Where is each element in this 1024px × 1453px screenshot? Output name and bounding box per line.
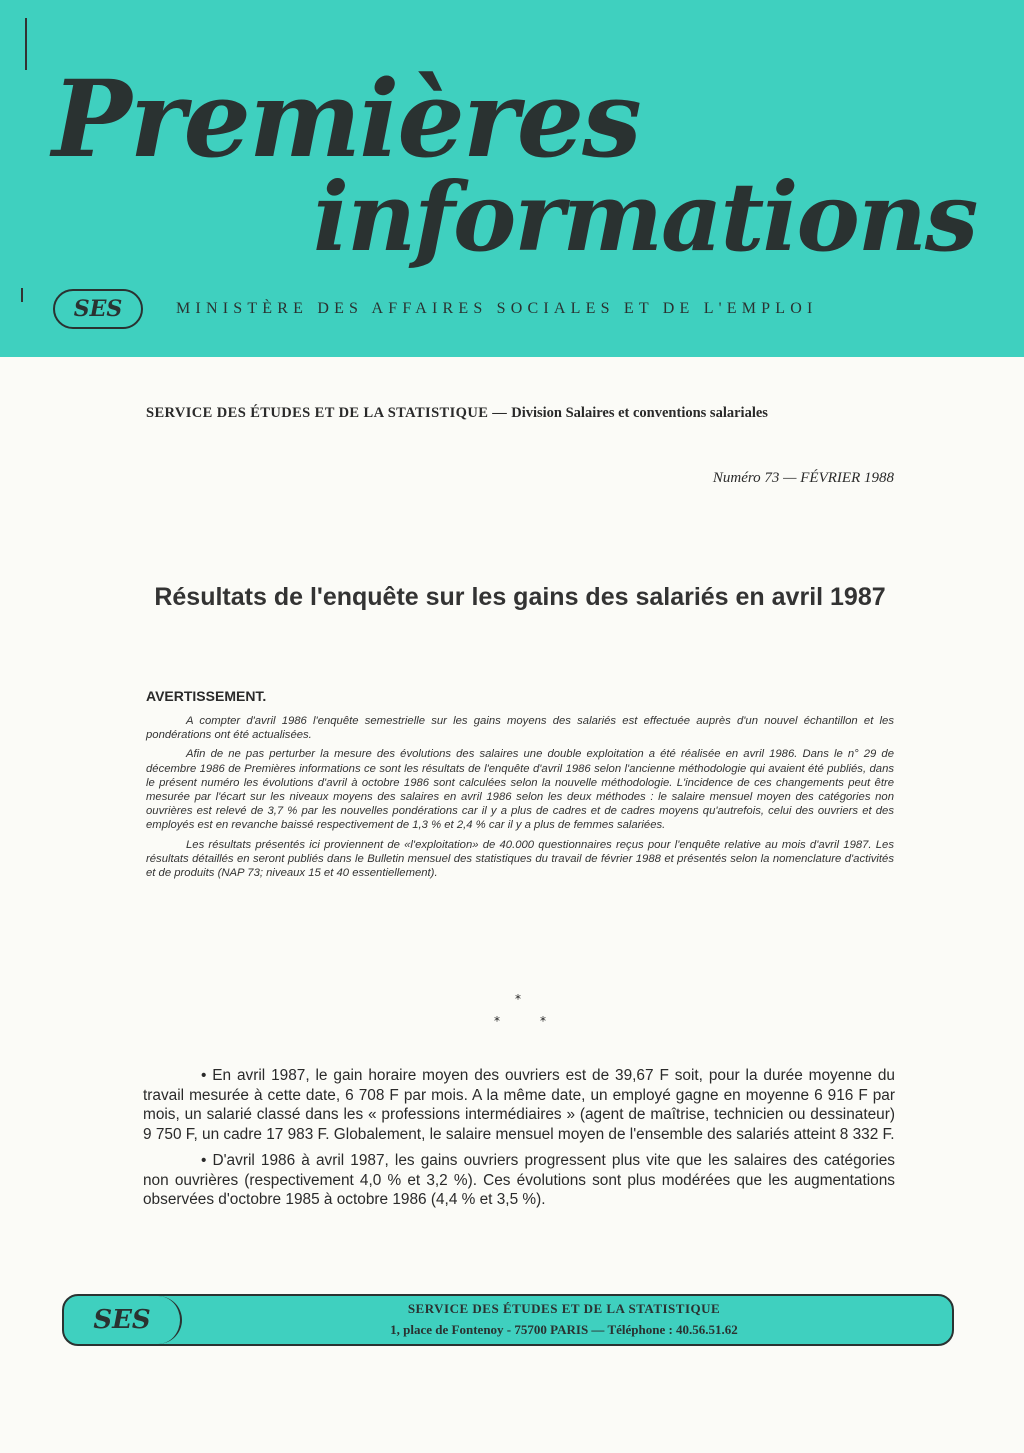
footer-banner [62,1294,954,1346]
ses-logo: SES [53,289,143,329]
notice-heading: AVERTISSEMENT. [146,688,267,704]
notice-paragraph: A compter d'avril 1986 l'enquête semestrielle sur les gains moyens des salariés est effectuée auprès d'un nouvel échantillon et les pondérations ont été actualisées. [146,715,894,742]
asterism-separator [490,992,550,1032]
star-left: * [494,1014,500,1028]
ministry-name: MINISTÈRE DES AFFAIRES SOCIALES ET DE L'EMPLOI [176,300,818,317]
masthead-title-premieres: Premières [52,56,640,181]
notice-body [146,714,894,885]
finding-paragraph: • D'avril 1986 à avril 1987, les gains ouvriers progressent plus vite que les salaires des catégories non ouvrières (respectivement 4,0 % et 3,2 %). Ces évolutions sont plus modérées que les augmentations observées d'octobre 1985 à octobre 1986 (4,4 % et 3,5 %). [143,1152,895,1208]
footer-address: 1, place de Fontenoy - 75700 PARIS — Téléphone : 40.56.51.62 [390,1322,738,1337]
footer-service-name: SERVICE DES ÉTUDES ET DE LA STATISTIQUE [407,1301,721,1316]
ses-logo: SES [64,1296,182,1344]
star-top: * [515,992,521,1006]
division-name: Division Salaires et conventions salariales [511,405,768,421]
star-right: * [540,1014,546,1028]
finding-paragraph: • En avril 1987, le gain horaire moyen des ouvriers est de 39,67 F soit, pour la durée moyenne du travail mesurée à cette date, 6 708 F par mois. A la même date, un employé gagne en moyenne 6 916 F par mois, un salarié classé dans les « professions intermédiaires » (agent de maîtrise, technicien ou dessinateur) 9 750 F, un cadre 17 983 F. Globalement, le salaire mensuel moyen de l'ensemble des salariés atteint 8 332 F. [143,1067,895,1143]
masthead-title-informations: informations [313,162,977,273]
margin-mark [25,18,27,70]
notice-paragraph: Afin de ne pas perturber la mesure des évolutions des salaires une double exploitation a été réalisée en avril 1986. Dans le n° 29 de décembre 1986 de Premières informations ce sont les résultats de l'enquête d'avril 1986 selon l'ancienne méthodologie qui avaient été publiés, dans le présent numéro les évolutions d'avril à octobre 1986 sont calculées selon la nouvelle méthodologie. L'incidence de ces changements peut être mesurée par l'écart sur les niveaux moyens des salaires en avril 1986 selon les deux méthodes : le salaire mensuel moyen des catégories non ouvrières est relevé de 3,7 % par les nouvelles pondérations car il y a plus de cadres et de cadres moyens qu'autrefois, celui des ouvriers et des employés est en revanche baissé respectivement de 1,3 % et 2,4 % car il y a plus de femmes salariées. [146,748,894,832]
masthead-band [0,0,1024,357]
service-name: SERVICE DES ÉTUDES ET DE LA STATISTIQUE — [146,405,512,421]
issue-number-date: Numéro 73 — FÉVRIER 1988 [712,470,894,486]
margin-mark [21,288,23,302]
notice-paragraph: Les résultats présentés ici proviennent de «l'exploitation» de 40.000 questionnaires reçus pour l'enquête relative au mois d'avril 1987. Les résultats détaillés en seront publiés dans le Bulletin mensuel des statistiques du travail de février 1988 et présentés selon la nomenclature d'activités et de produits (NAP 73; niveaux 15 et 40 essentiellement). [146,838,894,880]
service-division-line [146,405,896,422]
document-title: Résultats de l'enquête sur les gains des salariés en avril 1987 [154,583,886,611]
key-findings [143,1066,895,1217]
